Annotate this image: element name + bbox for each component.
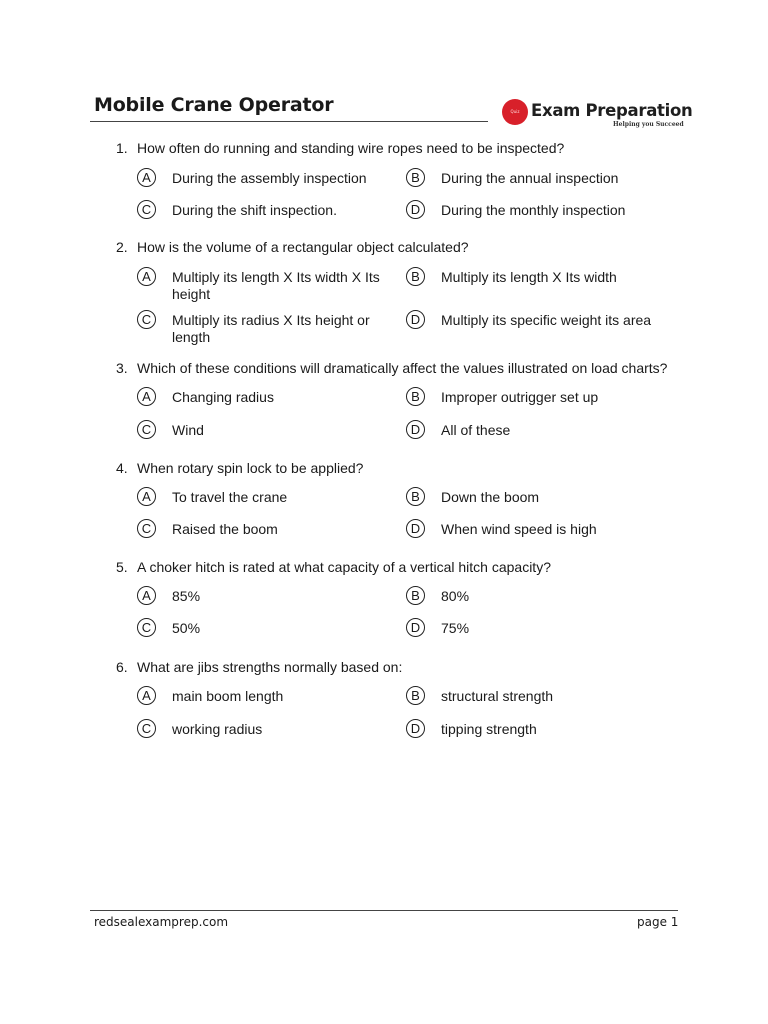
logo-name: Exam Preparation [531,101,693,120]
page-number: page 1 [637,915,679,929]
question-number: 6. [116,659,128,675]
question-text: When rotary spin lock to be applied? [137,460,364,476]
option-letter-circle: D [406,719,425,738]
question-number: 3. [116,360,128,376]
question-text: How is the volume of a rectangular object calculated? [137,239,469,255]
option-text: All of these [441,422,511,438]
option-text: Changing radius [172,389,274,405]
option-letter-circle: C [137,618,156,637]
option-text: Multiply its radius X Its height or length [172,312,370,345]
option-letter-circle: D [406,420,425,439]
option-text: Wind [172,422,204,438]
option-text: During the shift inspection. [172,202,337,218]
option-letter-circle: A [137,586,156,605]
question-text: How often do running and standing wire ropes need to be inspected? [137,140,565,156]
option-letter-circle: D [406,519,425,538]
question-number: 2. [116,239,128,255]
question-number: 1. [116,140,128,156]
option-letter-circle: A [137,168,156,187]
logo-tagline: Helping you Succeed [613,121,684,128]
footer-divider [90,910,678,911]
option-text: During the annual inspection [441,170,619,186]
question-number: 5. [116,559,128,575]
logo-circle-icon [502,99,528,125]
option-text: Multiply its length X Its width [441,269,617,285]
option-text: During the monthly inspection [441,202,626,218]
option-letter-circle: D [406,200,425,219]
option-text: During the assembly inspection [172,170,367,186]
option-text: To travel the crane [172,489,288,505]
option-letter-circle: A [137,487,156,506]
title-divider [90,121,488,122]
option-text: Multiply its specific weight its area [441,312,652,328]
option-text: working radius [172,721,263,737]
option-letter-circle: B [406,387,425,406]
option-letter-circle: A [137,267,156,286]
exam-preparation-logo [502,99,693,133]
option-letter-circle: C [137,519,156,538]
option-text: 75% [441,620,470,636]
option-letter-circle: C [137,719,156,738]
question-text: What are jibs strengths normally based on: [137,659,403,675]
option-text: 80% [441,588,470,604]
option-text: tipping strength [441,721,537,737]
option-text: When wind speed is high [441,521,597,537]
question-number: 4. [116,460,128,476]
option-letter-circle: A [137,686,156,705]
option-text: Down the boom [441,489,540,505]
option-letter-circle: D [406,618,425,637]
option-letter-circle: D [406,310,425,329]
question-text: A choker hitch is rated at what capacity of a vertical hitch capacity? [137,559,551,575]
option-text: Raised the boom [172,521,278,537]
option-letter-circle: C [137,420,156,439]
option-letter-circle: B [406,487,425,506]
option-letter-circle: C [137,200,156,219]
option-text: main boom length [172,688,284,704]
option-text: Improper outrigger set up [441,389,599,405]
footer-website: redsealexamprep.com [94,915,229,929]
option-letter-circle: B [406,267,425,286]
option-text: Multiply its length X Its width X Its height [172,269,380,302]
option-letter-circle: C [137,310,156,329]
option-letter-circle: B [406,686,425,705]
option-letter-circle: B [406,168,425,187]
question-text: Which of these conditions will dramatically affect the values illustrated on load charts? [137,360,668,376]
option-letter-circle: B [406,586,425,605]
option-letter-circle: A [137,387,156,406]
page-title: Mobile Crane Operator [94,94,334,116]
logo-circle-text: Quiz [510,109,520,114]
option-text: structural strength [441,688,554,704]
option-text: 50% [172,620,201,636]
option-text: 85% [172,588,201,604]
